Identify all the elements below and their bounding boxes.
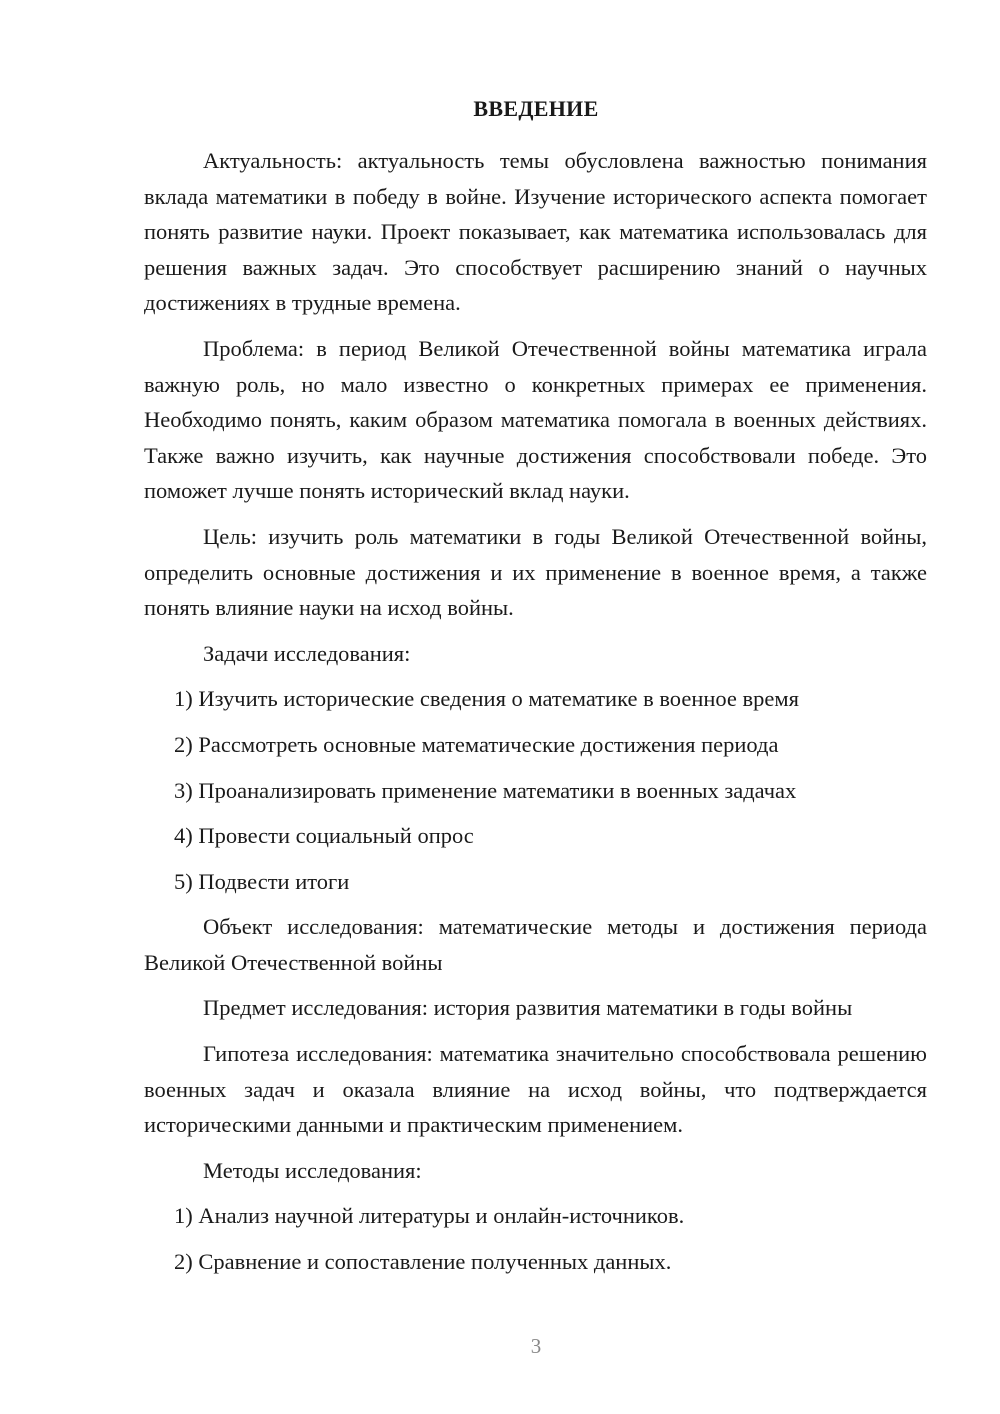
tasks-heading: Задачи исследования: — [203, 640, 411, 666]
goal-paragraph: Цель: изучить роль математики в годы Великой Отечественной войны, определить основные достижения и их применение в военное время, а также понять влияние науки на исход войны. — [144, 523, 927, 621]
object-paragraph: Объект исследования: математические методы и достижения периода Великой Отечественной войны — [144, 914, 927, 975]
method-item-1: 1) Анализ научной литературы и онлайн-источников. — [174, 1203, 685, 1229]
relevance-paragraph: Актуальность: актуальность темы обусловлена важностью понимания вклада математики в победу в войне. Изучение исторического аспекта помогает понять развитие науки. Проект показывает, как математика использовалась для решения важных задач. Это способствует расширению знаний о научных достижениях в трудные времена. — [144, 148, 927, 316]
task-item-1: 1) Изучить исторические сведения о математике в военное время — [174, 686, 799, 712]
methods-heading: Методы исследования: — [203, 1157, 422, 1183]
page-title: ВВЕДЕНИЕ — [473, 96, 599, 121]
method-item-2: 2) Сравнение и сопоставление полученных данных. — [174, 1249, 672, 1275]
task-item-3: 3) Проанализировать применение математики в военных задачах — [174, 777, 797, 803]
task-item-2: 2) Рассмотреть основные математические достижения периода — [174, 731, 779, 757]
hypothesis-paragraph: Гипотеза исследования: математика значительно способствовала решению военных задач и оказала влияние на исход войны, что подтверждается историческими данными и практическим применением. — [144, 1041, 927, 1138]
subject-paragraph: Предмет исследования: история развития математики в годы войны — [203, 995, 853, 1021]
page-number: 3 — [530, 1334, 542, 1358]
document-body — [144, 143, 927, 1280]
task-item-4: 4) Провести социальный опрос — [174, 823, 474, 849]
problem-paragraph: Проблема: в период Великой Отечественной войны математика играла важную роль, но мало известно о конкретных примерах ее применения. Необходимо понять, каким образом математика помогала в военных действиях. Также важно изучить, как научные достижения способствовали победе. Это поможет лучше понять исторический вклад науки. — [144, 335, 927, 504]
task-item-5: 5) Подвести итоги — [174, 868, 350, 894]
